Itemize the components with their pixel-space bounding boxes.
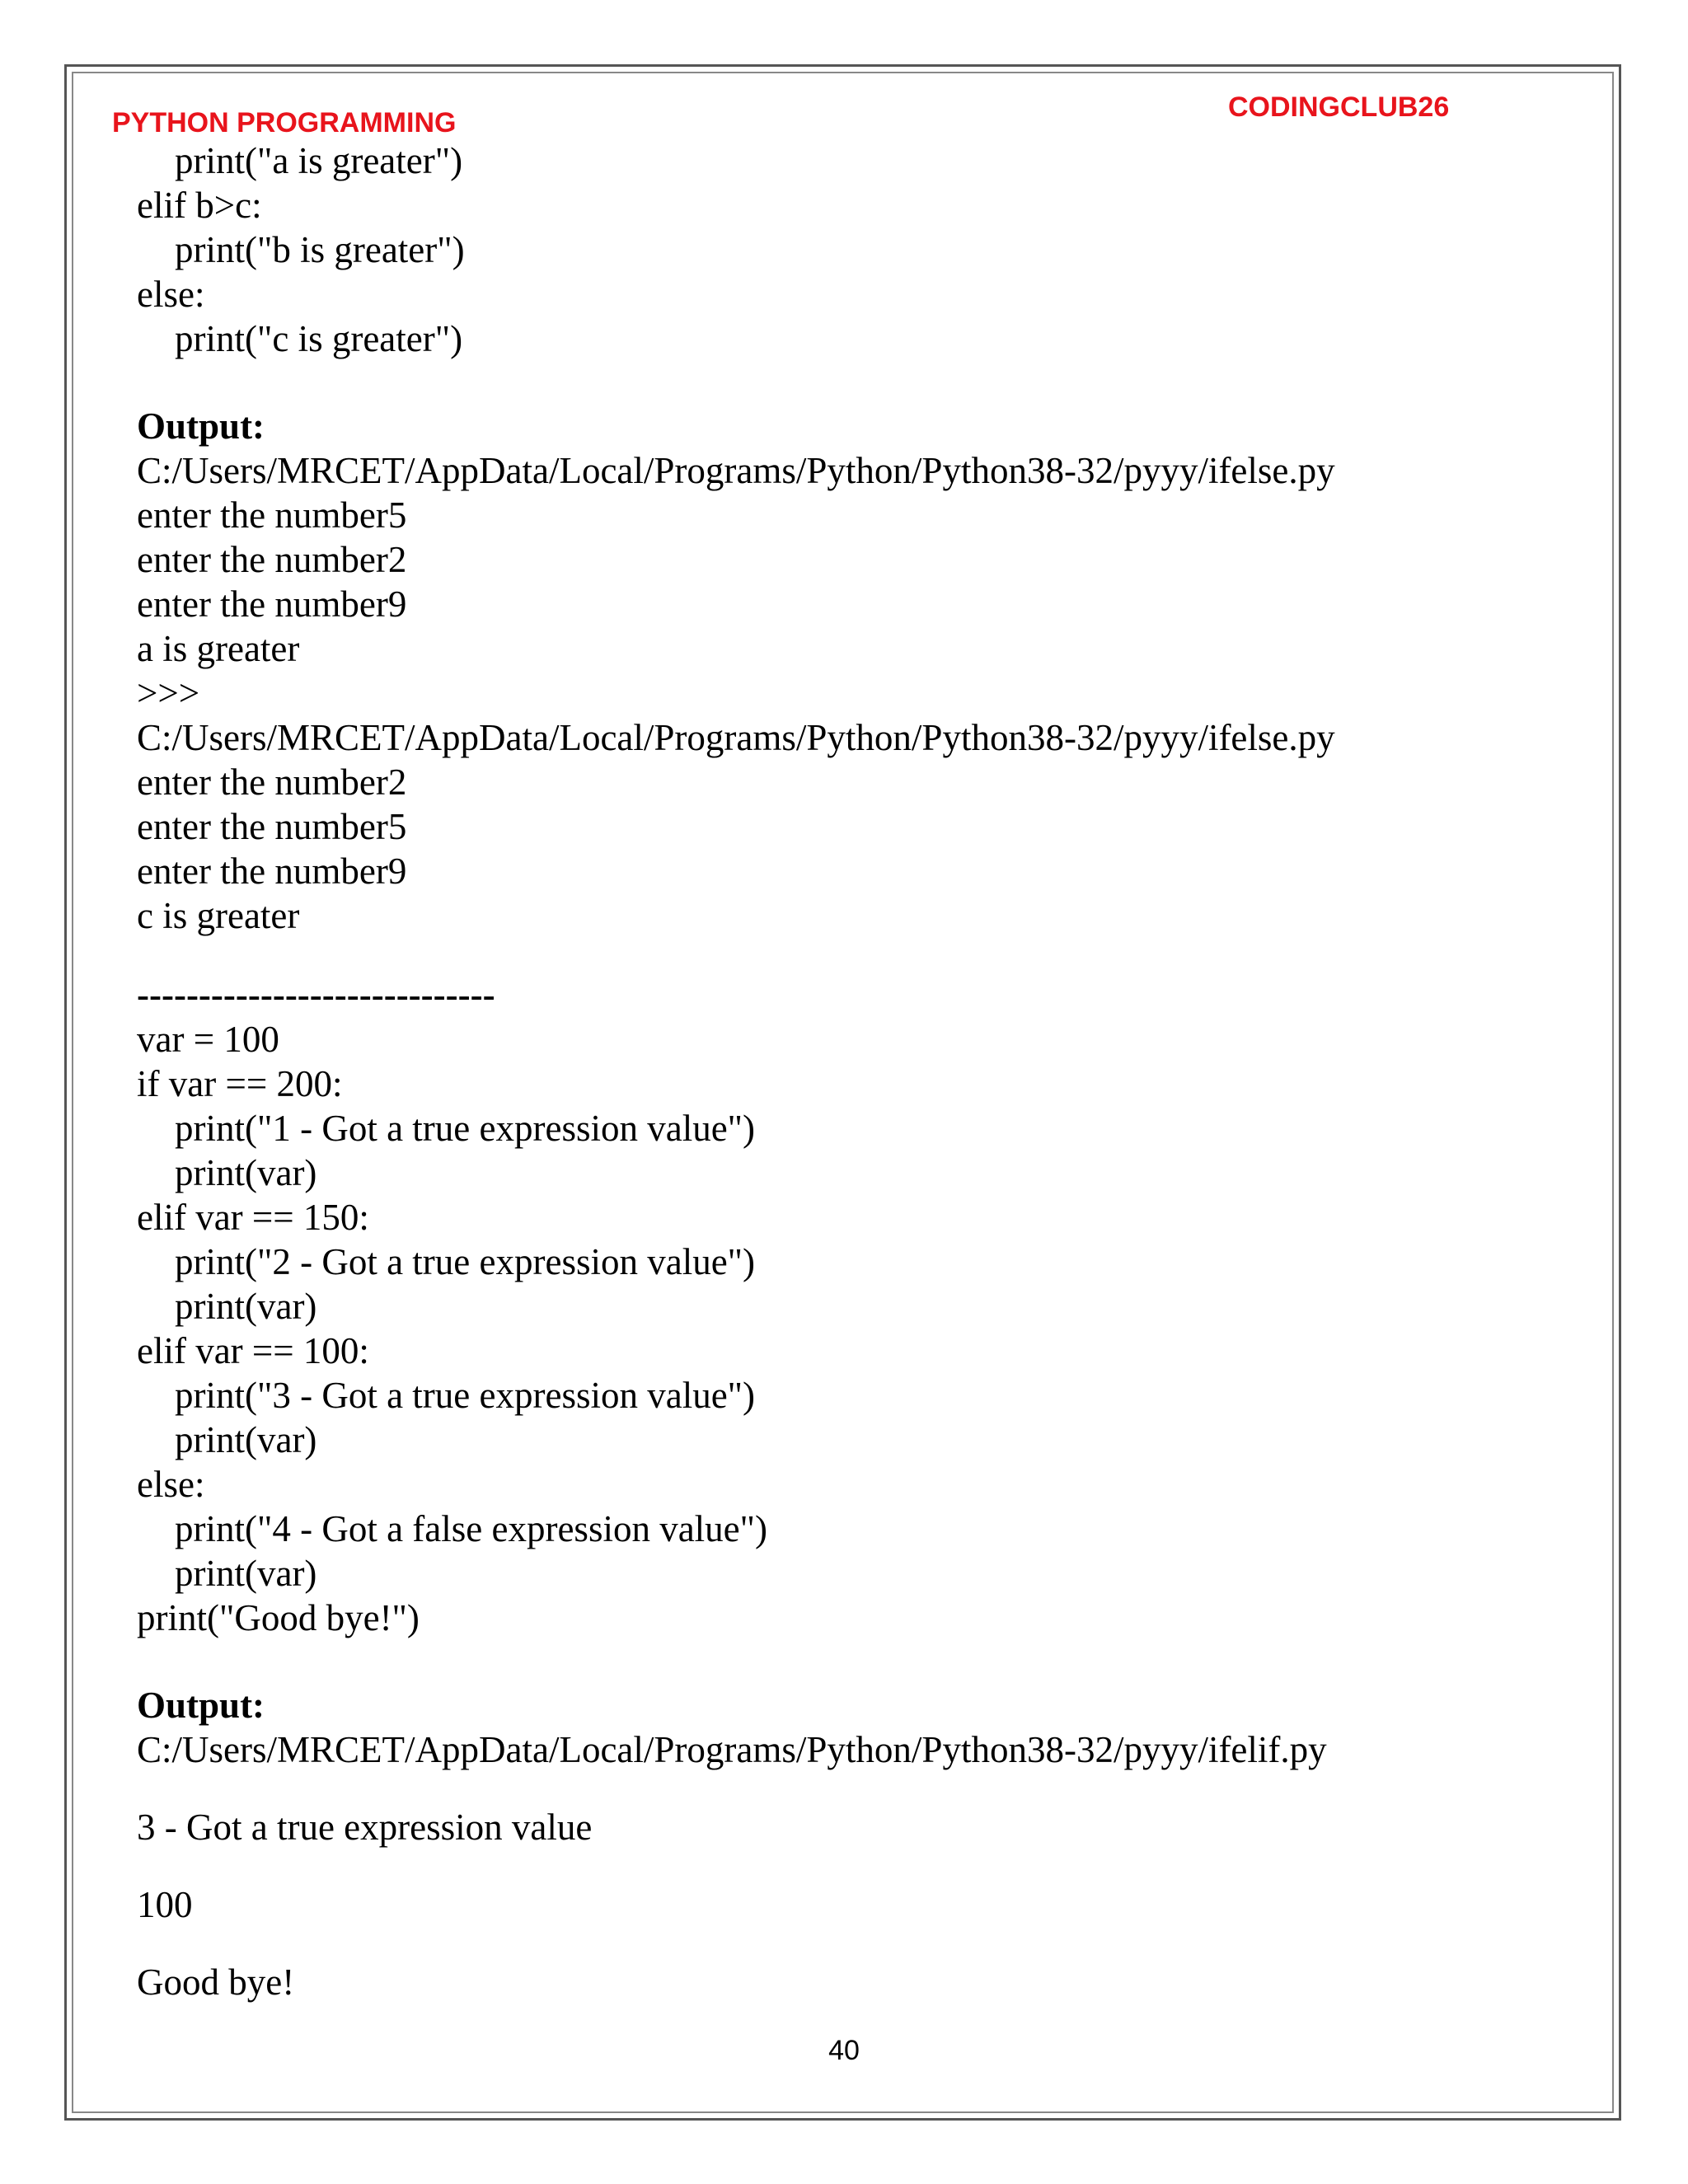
code-line: print(var) xyxy=(175,1419,317,1460)
code-line: c is greater xyxy=(137,895,300,936)
code-line: 3 - Got a true expression value xyxy=(137,1807,593,1848)
code-line: print("b is greater") xyxy=(175,229,465,270)
code-line: var = 100 xyxy=(137,1019,279,1060)
code-line: C:/Users/MRCET/AppData/Local/Programs/Python/Python38-32/pyyy/ifelse.py xyxy=(137,450,1335,491)
code-line: C:/Users/MRCET/AppData/Local/Programs/Python/Python38-32/pyyy/ifelif.py xyxy=(137,1729,1327,1770)
section-heading: Output: xyxy=(137,1685,265,1726)
code-line: elif var == 150: xyxy=(137,1197,369,1238)
code-line: if var == 200: xyxy=(137,1063,343,1104)
code-line: print("1 - Got a true expression value") xyxy=(175,1108,756,1149)
code-line: enter the number5 xyxy=(137,806,407,847)
code-line: elif var == 100: xyxy=(137,1330,369,1371)
code-line: enter the number9 xyxy=(137,851,407,892)
section-heading: Output: xyxy=(137,405,265,447)
header-left-title: PYTHON PROGRAMMING xyxy=(112,107,457,138)
code-line: elif b>c: xyxy=(137,185,262,226)
section-heading: ----------------------------- xyxy=(137,974,495,1015)
code-line: enter the number2 xyxy=(137,762,407,803)
code-line: >>> xyxy=(137,673,200,714)
code-line: enter the number9 xyxy=(137,583,407,625)
code-line: enter the number2 xyxy=(137,539,407,580)
code-line: print(var) xyxy=(175,1286,317,1327)
code-line: C:/Users/MRCET/AppData/Local/Programs/Python/Python38-32/pyyy/ifelse.py xyxy=(137,717,1335,758)
code-line: print("2 - Got a true expression value") xyxy=(175,1241,756,1282)
header-right-title: CODINGCLUB26 xyxy=(1228,91,1450,123)
code-line: enter the number5 xyxy=(137,494,407,536)
code-line: print("c is greater") xyxy=(175,318,463,359)
page-number: 40 xyxy=(828,2035,860,2066)
code-line: 100 xyxy=(137,1884,193,1925)
code-line: a is greater xyxy=(137,628,300,669)
code-line: print("3 - Got a true expression value") xyxy=(175,1375,756,1416)
code-line: print("4 - Got a false expression value") xyxy=(175,1508,768,1549)
code-line: else: xyxy=(137,274,205,315)
code-line: print("Good bye!") xyxy=(137,1597,420,1638)
code-line: Good bye! xyxy=(137,1961,295,2003)
code-line: print("a is greater") xyxy=(175,140,463,181)
code-line: print(var) xyxy=(175,1152,317,1193)
code-line: print(var) xyxy=(175,1553,317,1594)
code-line: else: xyxy=(137,1464,205,1505)
